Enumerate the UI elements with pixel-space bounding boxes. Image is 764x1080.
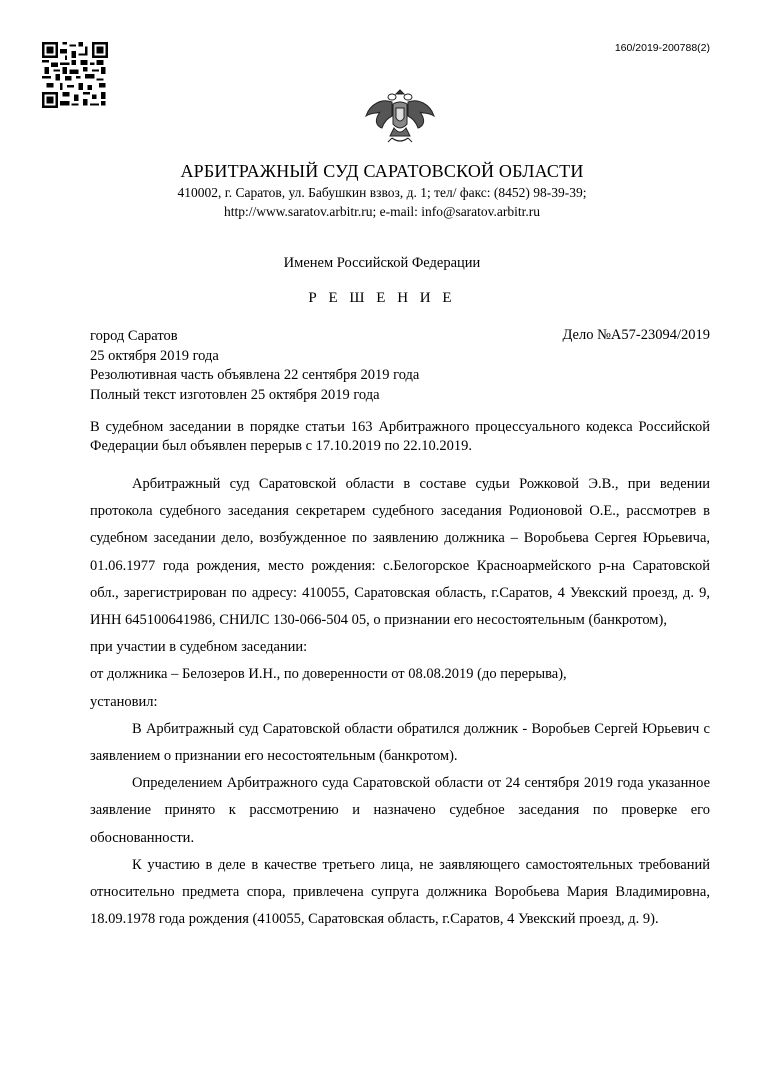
document-title: Р Е Ш Е Н И Е <box>308 290 456 306</box>
imenem-heading: Именем Российской Федерации <box>283 255 481 271</box>
paragraph-application: В Арбитражный суд Саратовской области обратился должник - Воробьев Сергей Юрьевич с заявлением о признании его несостоятельным (банкротом). <box>90 720 710 765</box>
case-number: Дело №А57-23094/2019 <box>562 327 710 343</box>
qr-code <box>42 42 108 108</box>
document-number: 160/2019-200788(2) <box>614 42 710 54</box>
paragraph-third-party: К участию в деле в качестве третьего лица, не заявляющего самостоятельных требований относительно предмета спора, привлечена супруга должника Воробьева Мария Владимировна, 18.09.1978 года рождения (410055, Саратовская область, г.Саратов, 4 Увекский проезд, д. 9). <box>90 856 710 928</box>
meta-rezolut: Резолютивная часть объявлена 22 сентября 2019 года <box>90 367 420 383</box>
meta-city: город Саратов <box>90 328 178 344</box>
paragraph-determination: Определением Арбитражного суда Саратовской области от 24 сентября 2019 года указанное заявление принято к рассмотрению и назначено судебное заседания по проверке его обоснованности. <box>90 775 710 846</box>
decision-meta <box>90 327 419 405</box>
paragraph-representative: от должника – Белозеров И.Н., по доверенности от 08.08.2019 (до перерыва), <box>90 666 567 683</box>
court-contacts: http://www.saratov.arbitr.ru; e-mail: info@saratov.arbitr.ru <box>223 204 541 219</box>
break-paragraph: В судебном заседании в порядке статьи 163 Арбитражного процессуального кодекса Российской Федерации был объявлен перерыв с 17.10.2019 по 22.10.2019. <box>90 419 710 454</box>
court-address: 410002, г. Саратов, ул. Бабушкин взвоз, д. 1; тел/ факс: (8452) 98-39-39; <box>177 185 587 200</box>
decision-body <box>90 471 710 933</box>
meta-full-text: Полный текст изготовлен 25 октября 2019 года <box>90 386 380 403</box>
paragraph-participation: при участии в судебном заседании: <box>90 639 308 656</box>
paragraph-court-composition: Арбитражный суд Саратовской области в составе судьи Рожковой Э.В., при ведении протокола судебного заседания секретарем судебного заседания Родионовой О.Е., рассмотрев в судебном заседании дело, возбужденное по заявлению должника – Воробьева Сергея Юрьевича, 01.06.1977 года рождения, место рождения: с.Белогорское Красноармейского р-на Саратовской обл., зарегистрирован по адресу: 410055, Саратовская область, г.Саратов, 4 Увекский проезд, д. 9, ИНН 645100641986, СНИЛС 130-066-504 05, о признании его несостоятельным (банкротом), <box>90 476 710 629</box>
meta-date: 25 октября 2019 года <box>90 347 219 364</box>
court-name: АРБИТРАЖНЫЙ СУД САРАТОВСКОЙ ОБЛАСТИ <box>180 161 584 181</box>
paragraph-ustanovil: установил: <box>90 693 158 710</box>
coat-of-arms-emblem-icon <box>362 84 438 150</box>
